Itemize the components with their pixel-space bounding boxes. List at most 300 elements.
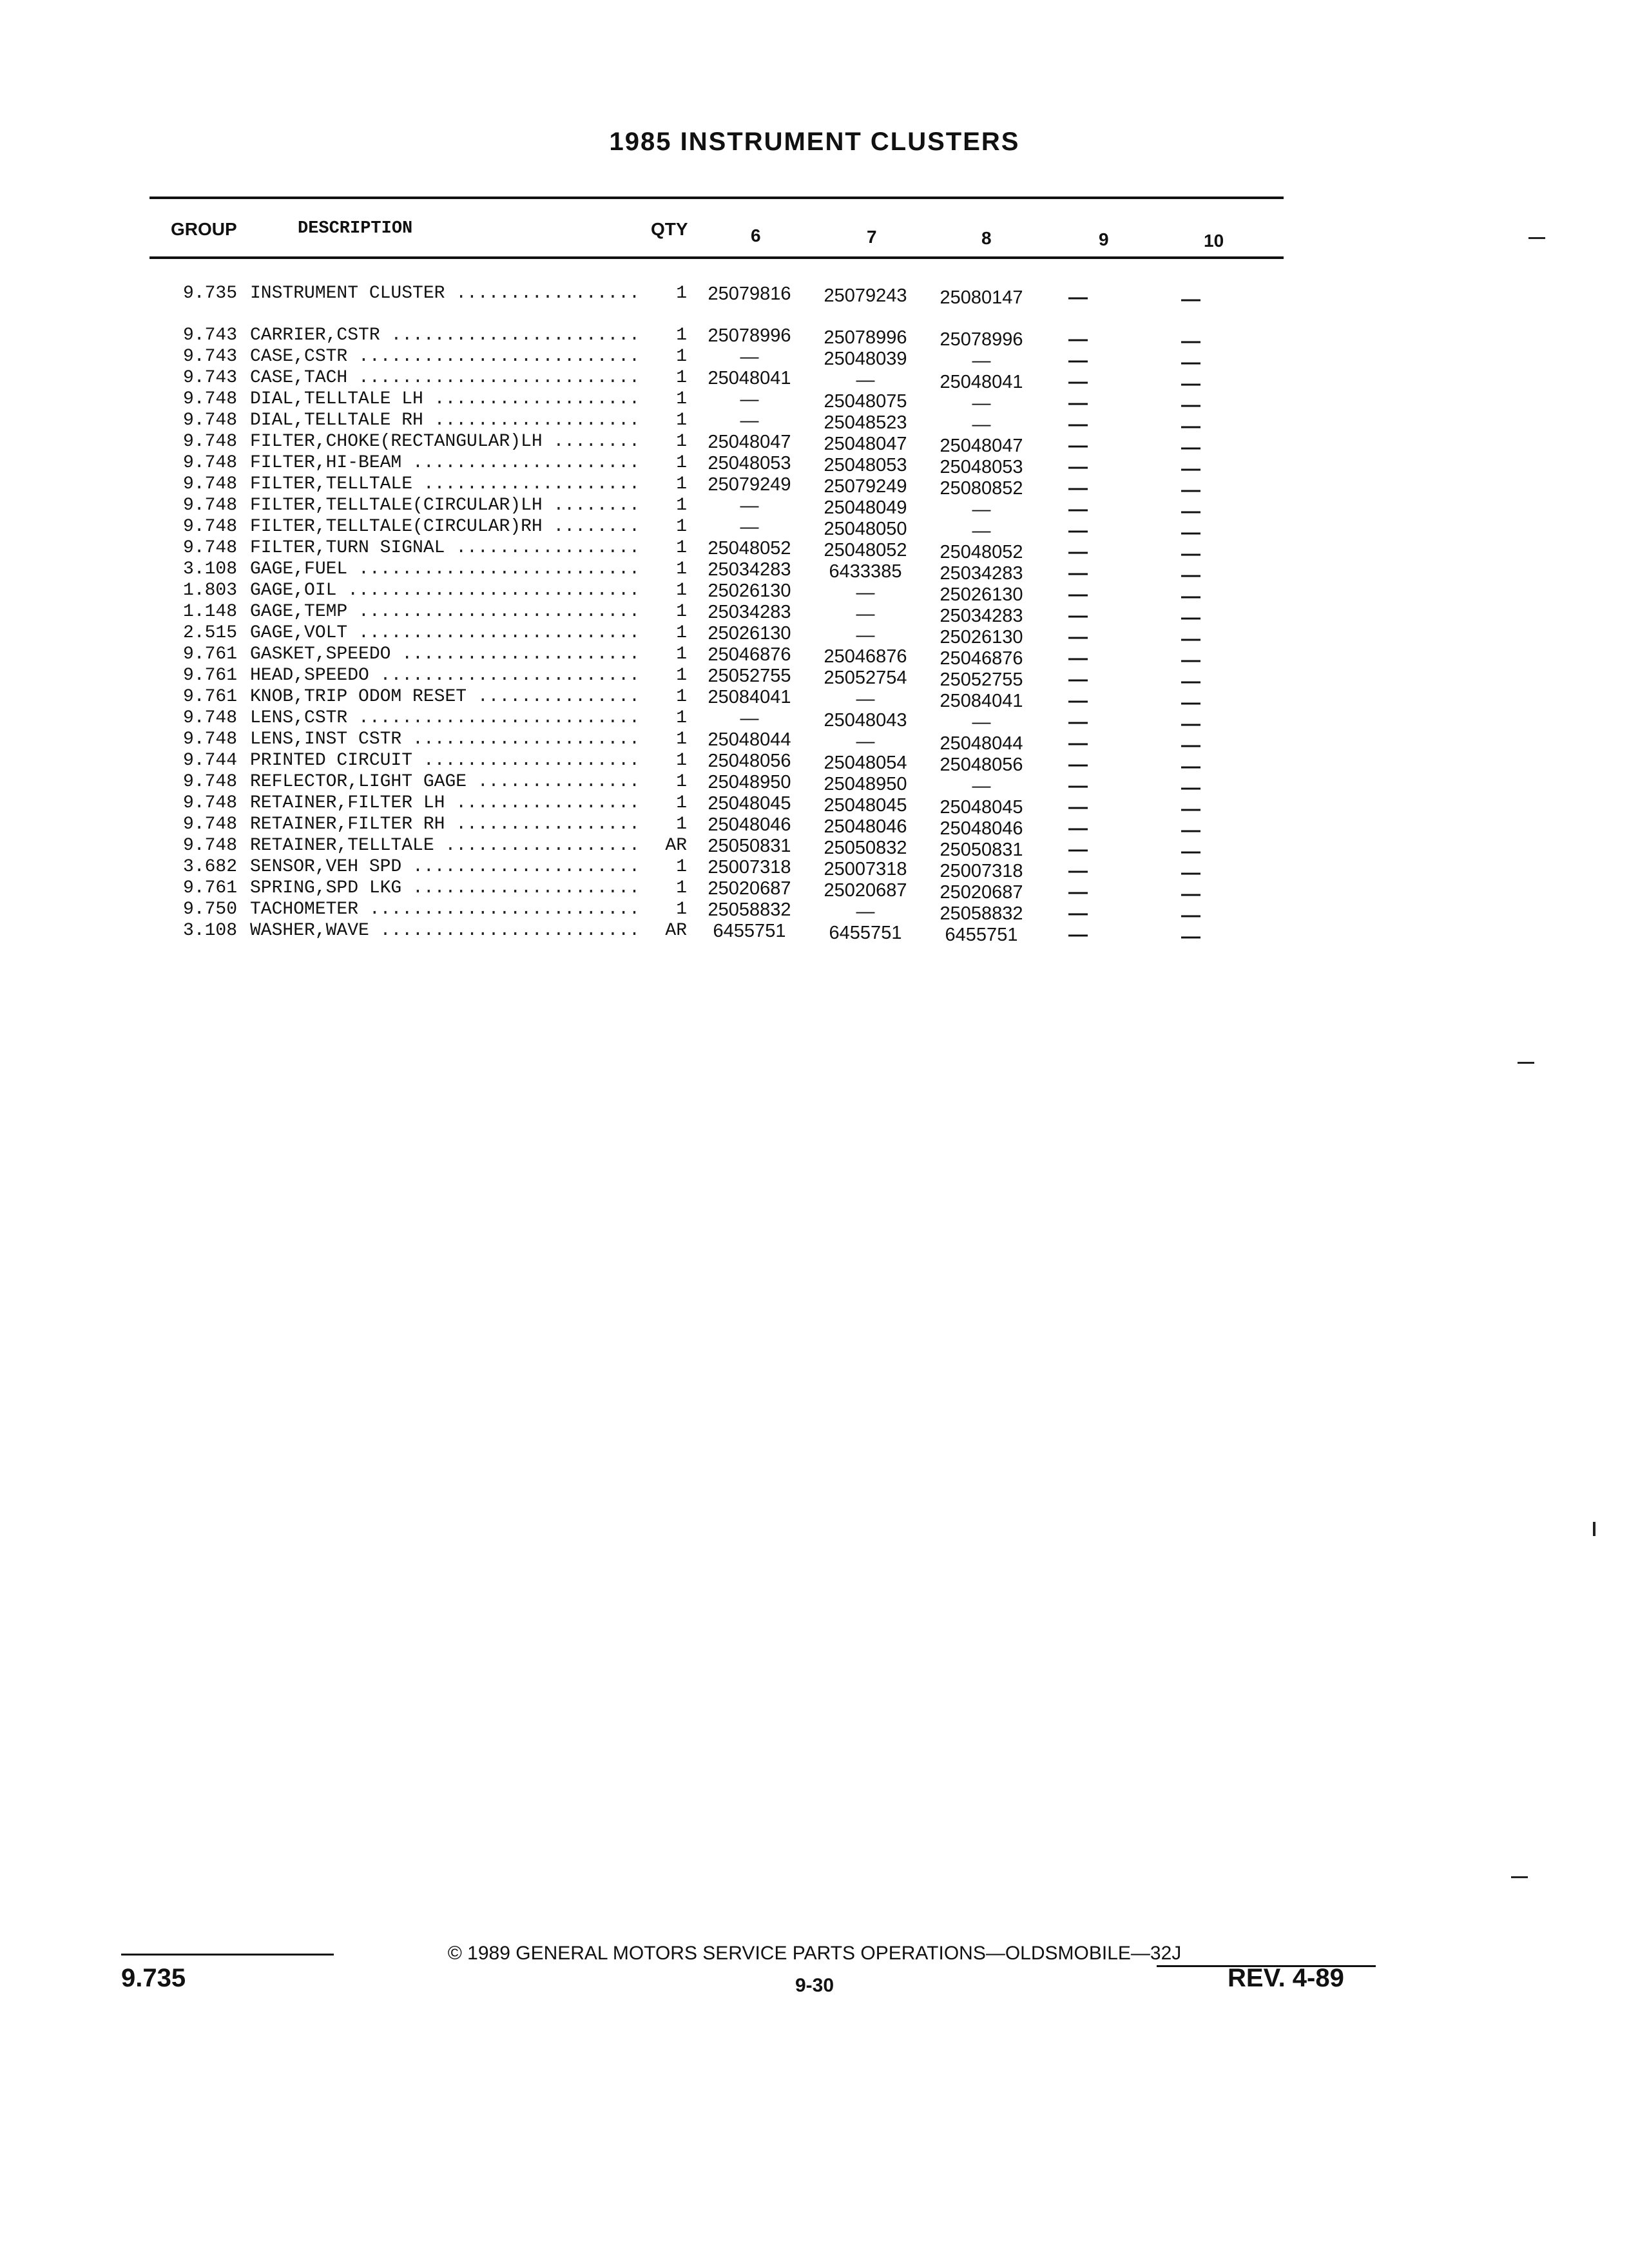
part-description xyxy=(250,368,662,388)
part-number-col-6: — xyxy=(740,495,759,516)
part-description-text: WASHER,WAVE xyxy=(250,921,369,941)
part-description xyxy=(250,666,662,686)
group-number: 9.761 xyxy=(182,644,237,664)
table-row xyxy=(166,687,1287,713)
part-number-col-8: 25050831 xyxy=(940,840,1023,860)
dot-leader: ..................... xyxy=(401,878,640,898)
part-description-text: FILTER,TELLTALE(CIRCULAR)RH xyxy=(250,517,543,537)
part-description xyxy=(250,708,662,728)
part-description xyxy=(250,878,662,898)
part-number-col-9: — xyxy=(1068,648,1088,669)
quantity: 1 xyxy=(676,347,687,367)
quantity: 1 xyxy=(676,432,687,452)
table-row xyxy=(166,836,1287,862)
part-description xyxy=(250,581,662,601)
part-number-col-8: 25048041 xyxy=(940,372,1023,392)
footer-copyright: © 1989 GENERAL MOTORS SERVICE PARTS OPERATIONS—OLDSMOBILE—32J xyxy=(447,1943,1182,1964)
group-number: 9.743 xyxy=(182,325,237,345)
table-row xyxy=(166,559,1287,586)
quantity: 1 xyxy=(676,793,687,813)
part-description-text: KNOB,TRIP ODOM RESET xyxy=(250,687,467,707)
part-number-col-10: — xyxy=(1181,437,1200,458)
dot-leader: .......................... xyxy=(347,602,640,622)
part-description-text: DIAL,TELLTALE LH xyxy=(250,389,423,409)
table-row xyxy=(166,432,1287,458)
part-number-col-9: — xyxy=(1068,818,1088,839)
part-number-col-9: — xyxy=(1068,626,1088,648)
part-number-col-7: 6455751 xyxy=(829,923,902,943)
part-number-col-7: — xyxy=(856,370,875,390)
part-number-col-7: — xyxy=(856,582,875,603)
part-number-col-9: — xyxy=(1068,669,1088,690)
part-number-col-6: 25048046 xyxy=(708,814,791,835)
column-header-6: 6 xyxy=(751,226,761,245)
table-row xyxy=(166,793,1287,820)
part-description xyxy=(250,602,662,622)
quantity: 1 xyxy=(676,751,687,771)
part-number-col-8: 25058832 xyxy=(940,903,1023,924)
part-description-text: FILTER,HI-BEAM xyxy=(250,453,402,473)
part-number-col-10: — xyxy=(1181,394,1200,416)
part-number-col-7: 25079243 xyxy=(824,285,907,306)
dot-leader: .......................... xyxy=(347,368,640,388)
quantity: 1 xyxy=(676,325,687,345)
part-number-col-9: — xyxy=(1068,562,1088,584)
part-number-col-8: — xyxy=(972,351,991,371)
part-number-col-6: 25034283 xyxy=(708,559,791,580)
part-number-col-10: — xyxy=(1181,501,1200,522)
group-number: 9.761 xyxy=(182,878,237,898)
part-number-col-9: — xyxy=(1068,903,1088,924)
group-number: 9.748 xyxy=(182,453,237,473)
dot-leader: ........................... xyxy=(336,581,640,601)
group-number: 3.108 xyxy=(182,559,237,579)
part-number-col-6: 25058832 xyxy=(708,899,791,920)
quantity: 1 xyxy=(676,389,687,409)
group-number: 9.748 xyxy=(182,708,237,728)
part-number-col-9: — xyxy=(1068,435,1088,456)
part-number-col-7: 25052754 xyxy=(824,668,907,688)
part-number-col-10: — xyxy=(1181,607,1200,628)
part-description xyxy=(250,899,662,919)
header-bottom-rule xyxy=(149,256,1284,259)
table-row xyxy=(166,878,1287,905)
quantity: 1 xyxy=(676,284,687,303)
part-number-col-9: — xyxy=(1068,754,1088,775)
dot-leader: ................. xyxy=(445,538,640,558)
part-number-col-6: 25026130 xyxy=(708,623,791,644)
part-number-col-9: — xyxy=(1068,371,1088,392)
part-description xyxy=(250,325,662,345)
part-number-col-10: — xyxy=(1181,926,1200,947)
part-number-col-6: 25026130 xyxy=(708,581,791,601)
part-number-col-7: 25007318 xyxy=(824,859,907,879)
part-number-col-10: — xyxy=(1181,352,1200,373)
quantity: AR xyxy=(665,921,687,941)
part-description xyxy=(250,559,662,579)
table-row xyxy=(166,368,1287,394)
table-row xyxy=(166,623,1287,649)
part-description xyxy=(250,772,662,792)
dot-leader: .................... xyxy=(412,474,640,494)
quantity: 1 xyxy=(676,517,687,537)
part-number-col-8: 25026130 xyxy=(940,584,1023,605)
table-row xyxy=(166,857,1287,883)
part-number-col-10: — xyxy=(1181,458,1200,479)
column-header-10: 10 xyxy=(1204,231,1224,251)
part-number-col-10: — xyxy=(1181,289,1200,310)
part-number-col-8: 25048052 xyxy=(940,542,1023,562)
part-number-col-8: — xyxy=(972,393,991,414)
part-number-col-7: — xyxy=(856,604,875,624)
part-description-text: INSTRUMENT CLUSTER xyxy=(250,284,445,303)
table-row xyxy=(166,517,1287,543)
dot-leader: ...................... xyxy=(390,644,640,664)
part-number-col-7: 25048043 xyxy=(824,710,907,731)
part-number-col-9: — xyxy=(1068,456,1088,477)
quantity: 1 xyxy=(676,581,687,601)
table-row xyxy=(166,666,1287,692)
dot-leader: .................... xyxy=(412,751,640,771)
part-number-col-9: — xyxy=(1068,860,1088,881)
dot-leader: ................. xyxy=(445,814,640,834)
part-number-col-8: — xyxy=(972,776,991,796)
part-number-col-6: 25084041 xyxy=(708,687,791,707)
table-row xyxy=(166,772,1287,798)
quantity: 1 xyxy=(676,602,687,622)
part-number-col-9: — xyxy=(1068,796,1088,818)
part-number-col-6: 25079249 xyxy=(708,474,791,495)
group-number: 9.743 xyxy=(182,368,237,388)
part-number-col-7: 25079249 xyxy=(824,476,907,497)
part-number-col-6: 25079816 xyxy=(708,284,791,304)
group-number: 9.748 xyxy=(182,389,237,409)
part-number-col-8: 25080852 xyxy=(940,478,1023,499)
table-row xyxy=(166,284,1287,310)
part-description-text: CARRIER,CSTR xyxy=(250,325,380,345)
part-description-text: RETAINER,FILTER RH xyxy=(250,814,445,834)
quantity: 1 xyxy=(676,687,687,707)
part-number-col-6: 25007318 xyxy=(708,857,791,878)
part-description xyxy=(250,347,662,367)
table-row xyxy=(166,538,1287,564)
quantity: 1 xyxy=(676,368,687,388)
part-number-col-7: 25048046 xyxy=(824,816,907,837)
part-description xyxy=(250,921,662,941)
part-description xyxy=(250,623,662,643)
part-number-col-10: — xyxy=(1181,841,1200,862)
part-number-col-8: 25048045 xyxy=(940,797,1023,818)
part-number-col-7: 25048054 xyxy=(824,753,907,773)
part-number-col-10: — xyxy=(1181,522,1200,543)
part-number-col-8: 25048044 xyxy=(940,733,1023,754)
part-description-text: GAGE,OIL xyxy=(250,581,337,601)
part-description-text: DIAL,TELLTALE RH xyxy=(250,410,423,430)
group-number: 9.748 xyxy=(182,410,237,430)
part-number-col-10: — xyxy=(1181,649,1200,671)
part-description-text: RETAINER,FILTER LH xyxy=(250,793,445,813)
part-number-col-7: — xyxy=(856,901,875,922)
part-number-col-7: 25048523 xyxy=(824,412,907,433)
part-number-col-6: — xyxy=(740,389,759,410)
table-row xyxy=(166,347,1287,373)
part-number-col-7: 25050832 xyxy=(824,838,907,858)
dot-leader: ........................ xyxy=(369,921,640,941)
part-number-col-6: — xyxy=(740,410,759,431)
part-number-col-7: — xyxy=(856,731,875,752)
group-number: 9.735 xyxy=(182,284,237,303)
part-number-col-6: 25048053 xyxy=(708,453,791,474)
part-number-col-8: 25048047 xyxy=(940,436,1023,456)
part-number-col-6: 25048950 xyxy=(708,772,791,793)
margin-mark xyxy=(1518,1062,1534,1064)
part-number-col-6: — xyxy=(740,708,759,729)
part-number-col-8: — xyxy=(972,521,991,541)
part-number-col-9: — xyxy=(1068,477,1088,499)
margin-mark xyxy=(1511,1876,1528,1878)
part-number-col-7: 25020687 xyxy=(824,880,907,901)
part-description-text: CASE,TACH xyxy=(250,368,348,388)
group-number: 9.750 xyxy=(182,899,237,919)
group-number: 2.515 xyxy=(182,623,237,643)
part-number-col-10: — xyxy=(1181,586,1200,607)
dot-leader: ........ xyxy=(542,517,640,537)
part-number-col-6: — xyxy=(740,347,759,367)
part-number-col-9: — xyxy=(1068,499,1088,520)
part-description-text: HEAD,SPEEDO xyxy=(250,666,369,686)
group-number: 9.748 xyxy=(182,432,237,452)
part-description xyxy=(250,836,662,856)
part-number-col-9: — xyxy=(1068,287,1088,308)
part-number-col-7: 25048045 xyxy=(824,795,907,816)
quantity: 1 xyxy=(676,899,687,919)
part-description xyxy=(250,793,662,813)
header-top-rule xyxy=(149,197,1284,199)
dot-leader: ................... xyxy=(423,389,640,409)
part-description xyxy=(250,474,662,494)
group-number: 9.748 xyxy=(182,474,237,494)
part-number-col-6: 25020687 xyxy=(708,878,791,899)
part-description-text: LENS,INST CSTR xyxy=(250,729,402,749)
part-description-text: TACHOMETER xyxy=(250,899,359,919)
part-number-col-9: — xyxy=(1068,584,1088,605)
part-number-col-10: — xyxy=(1181,628,1200,649)
part-number-col-10: — xyxy=(1181,756,1200,777)
part-number-col-6: 25048056 xyxy=(708,751,791,771)
part-number-col-8: 25048046 xyxy=(940,818,1023,839)
quantity: 1 xyxy=(676,729,687,749)
group-number: 9.748 xyxy=(182,729,237,749)
column-header-8: 8 xyxy=(981,228,992,248)
part-description xyxy=(250,284,662,303)
part-number-col-10: — xyxy=(1181,416,1200,437)
quantity: 1 xyxy=(676,559,687,579)
dot-leader: ............... xyxy=(467,772,640,792)
quantity: 1 xyxy=(676,410,687,430)
part-number-col-8: 25007318 xyxy=(940,861,1023,881)
dot-leader: ..................... xyxy=(401,857,640,877)
part-number-col-10: — xyxy=(1181,883,1200,905)
dot-leader: ..................... xyxy=(401,453,640,473)
part-description-text: GAGE,FUEL xyxy=(250,559,348,579)
group-number: 1.803 xyxy=(182,581,237,601)
part-description-text: LENS,CSTR xyxy=(250,708,348,728)
part-number-col-6: 6455751 xyxy=(713,921,786,941)
table-row xyxy=(166,453,1287,479)
part-number-col-8: 25026130 xyxy=(940,627,1023,648)
margin-mark xyxy=(1593,1522,1595,1536)
part-number-col-9: — xyxy=(1068,711,1088,733)
part-number-col-6: 25048047 xyxy=(708,432,791,452)
footer-page-number: 9-30 xyxy=(795,1975,834,1996)
dot-leader: .......................... xyxy=(347,559,640,579)
dot-leader: ................... xyxy=(423,410,640,430)
part-description xyxy=(250,687,662,707)
group-number: 9.748 xyxy=(182,495,237,515)
dot-leader: .......................... xyxy=(347,623,640,643)
part-description-text: FILTER,CHOKE(RECTANGULAR)LH xyxy=(250,432,543,452)
group-number: 9.748 xyxy=(182,538,237,558)
part-number-col-9: — xyxy=(1068,329,1088,350)
part-number-col-10: — xyxy=(1181,692,1200,713)
part-description-text: SENSOR,VEH SPD xyxy=(250,857,402,877)
part-description xyxy=(250,389,662,409)
quantity: 1 xyxy=(676,644,687,664)
part-number-col-7: 25048053 xyxy=(824,455,907,476)
part-description xyxy=(250,814,662,834)
part-description xyxy=(250,644,662,664)
part-description xyxy=(250,432,662,452)
part-description-text: REFLECTOR,LIGHT GAGE xyxy=(250,772,467,792)
dot-leader: ..................... xyxy=(401,729,640,749)
part-description-text: GASKET,SPEEDO xyxy=(250,644,391,664)
part-description-text: RETAINER,TELLTALE xyxy=(250,836,434,856)
part-number-col-10: — xyxy=(1181,905,1200,926)
part-number-col-9: — xyxy=(1068,839,1088,860)
quantity: 1 xyxy=(676,857,687,877)
quantity: AR xyxy=(665,836,687,856)
part-number-col-6: 25034283 xyxy=(708,602,791,622)
part-number-col-8: — xyxy=(972,712,991,733)
part-number-col-6: 25050831 xyxy=(708,836,791,856)
quantity: 1 xyxy=(676,453,687,473)
column-header-9: 9 xyxy=(1099,229,1109,249)
part-number-col-6: 25048045 xyxy=(708,793,791,814)
dot-leader: ........ xyxy=(542,432,640,452)
dot-leader: .......................... xyxy=(347,347,640,367)
part-number-col-7: 25046876 xyxy=(824,646,907,667)
footer-section-number: 9.735 xyxy=(121,1964,186,1992)
table-row xyxy=(166,474,1287,501)
part-description-text: CASE,CSTR xyxy=(250,347,348,367)
group-number: 9.743 xyxy=(182,347,237,367)
group-number: 9.761 xyxy=(182,687,237,707)
table-row xyxy=(166,325,1287,352)
part-number-col-7: — xyxy=(856,689,875,709)
part-number-col-6: 25078996 xyxy=(708,325,791,346)
part-number-col-7: 25048049 xyxy=(824,497,907,518)
part-number-col-10: — xyxy=(1181,777,1200,798)
part-number-col-8: 25046876 xyxy=(940,648,1023,669)
quantity: 1 xyxy=(676,708,687,728)
quantity: 1 xyxy=(676,474,687,494)
quantity: 1 xyxy=(676,495,687,515)
part-number-col-10: — xyxy=(1181,373,1200,394)
part-number-col-10: — xyxy=(1181,735,1200,756)
part-number-col-8: — xyxy=(972,414,991,435)
table-row xyxy=(166,751,1287,777)
part-number-col-7: 25078996 xyxy=(824,327,907,348)
part-number-col-10: — xyxy=(1181,820,1200,841)
part-number-col-9: — xyxy=(1068,414,1088,435)
quantity: 1 xyxy=(676,538,687,558)
part-number-col-8: 25048053 xyxy=(940,457,1023,477)
dot-leader: .......................... xyxy=(347,708,640,728)
footer-revision: REV. 4-89 xyxy=(1228,1964,1344,1992)
part-description xyxy=(250,729,662,749)
group-number: 9.744 xyxy=(182,751,237,771)
margin-mark xyxy=(1528,237,1545,239)
part-number-col-6: 25048044 xyxy=(708,729,791,750)
part-number-col-8: 25020687 xyxy=(940,882,1023,903)
quantity: 1 xyxy=(676,623,687,643)
part-description xyxy=(250,751,662,771)
part-number-col-8: 25084041 xyxy=(940,691,1023,711)
group-number: 9.748 xyxy=(182,836,237,856)
part-number-col-10: — xyxy=(1181,543,1200,564)
table-row xyxy=(166,389,1287,416)
dot-leader: ....................... xyxy=(380,325,640,345)
part-number-col-7: 25048950 xyxy=(824,774,907,794)
table-row xyxy=(166,729,1287,756)
part-number-col-7: 6433385 xyxy=(829,561,902,582)
part-number-col-7: 25048052 xyxy=(824,540,907,561)
table-row xyxy=(166,921,1287,947)
part-number-col-9: — xyxy=(1068,350,1088,371)
part-number-col-8: 25078996 xyxy=(940,329,1023,350)
part-number-col-6: 25052755 xyxy=(708,666,791,686)
part-description xyxy=(250,517,662,537)
part-description-text: GAGE,VOLT xyxy=(250,623,348,643)
quantity: 1 xyxy=(676,878,687,898)
table-row xyxy=(166,581,1287,607)
part-number-col-10: — xyxy=(1181,713,1200,735)
part-number-col-10: — xyxy=(1181,331,1200,352)
part-number-col-9: — xyxy=(1068,392,1088,414)
part-number-col-8: 25052755 xyxy=(940,669,1023,690)
part-number-col-9: — xyxy=(1068,541,1088,562)
group-number: 9.748 xyxy=(182,517,237,537)
column-header-group: GROUP xyxy=(171,219,237,239)
part-number-col-7: 25048039 xyxy=(824,349,907,369)
part-description-text: FILTER,TURN SIGNAL xyxy=(250,538,445,558)
dot-leader: ........ xyxy=(542,495,640,515)
part-description-text: FILTER,TELLTALE xyxy=(250,474,413,494)
dot-leader: .................. xyxy=(434,836,640,856)
column-header-description: DESCRIPTION xyxy=(298,219,413,238)
quantity: 1 xyxy=(676,666,687,686)
part-number-col-9: — xyxy=(1068,775,1088,796)
part-number-col-7: — xyxy=(856,625,875,646)
part-description xyxy=(250,495,662,515)
part-number-col-10: — xyxy=(1181,564,1200,586)
table-row xyxy=(166,644,1287,671)
part-description xyxy=(250,538,662,558)
group-number: 1.148 xyxy=(182,602,237,622)
quantity: 1 xyxy=(676,772,687,792)
group-number: 3.108 xyxy=(182,921,237,941)
group-number: 3.682 xyxy=(182,857,237,877)
